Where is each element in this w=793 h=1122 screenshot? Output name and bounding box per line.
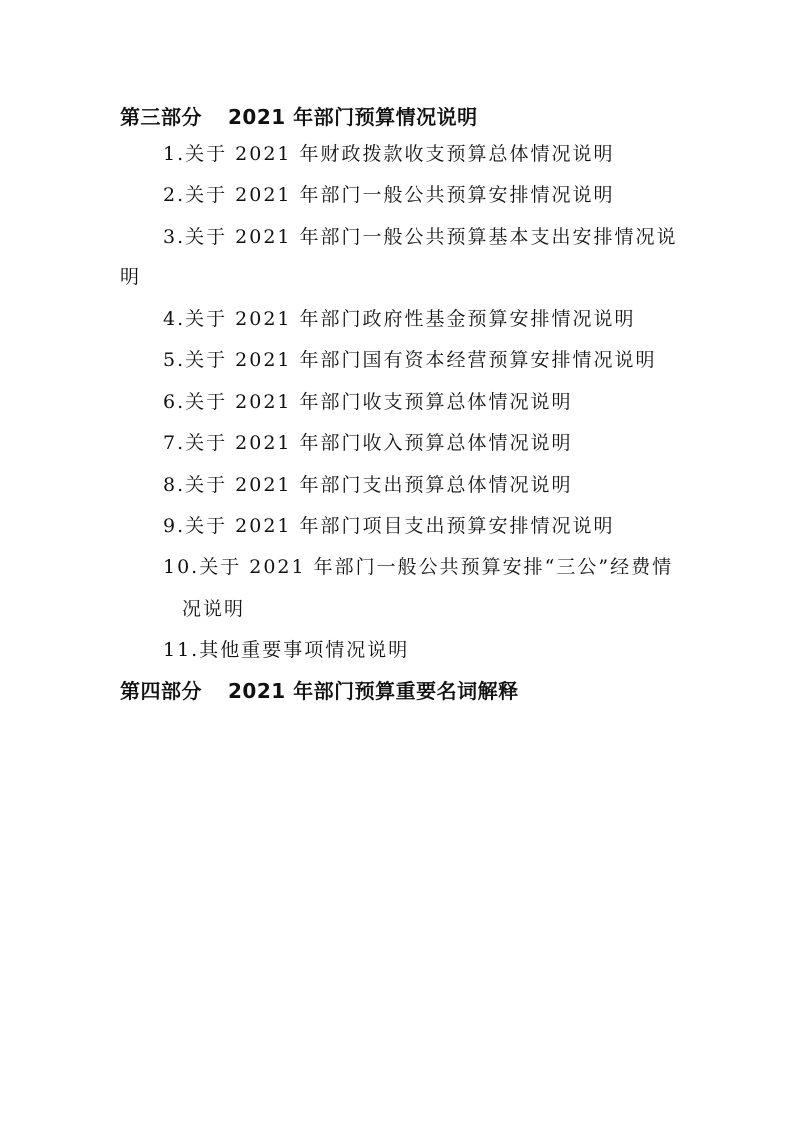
toc-item-5: 5.关于 2021 年部门国有资本经营预算安排情况说明: [163, 349, 657, 371]
toc-item-7: 7.关于 2021 年部门收入预算总体情况说明: [163, 432, 573, 454]
toc-item-3-continuation: 明: [120, 266, 142, 288]
toc-item-10: 10.关于 2021 年部门一般公共预算安排“三公”经费情: [163, 556, 674, 578]
toc-item-10-continuation: 况说明: [182, 598, 246, 620]
toc-item-4: 4.关于 2021 年部门政府性基金预算安排情况说明: [163, 308, 636, 330]
section-label: 第四部分: [120, 679, 202, 703]
toc-item-2: 2.关于 2021 年部门一般公共预算安排情况说明: [163, 184, 615, 206]
section-title: 2021 年部门预算情况说明: [228, 105, 478, 129]
toc-item-9: 9.关于 2021 年部门项目支出预算安排情况说明: [163, 515, 615, 537]
section-title: 2021 年部门预算重要名词解释: [228, 679, 519, 703]
section-heading-part3: [120, 104, 478, 130]
toc-item-8: 8.关于 2021 年部门支出预算总体情况说明: [163, 474, 573, 496]
toc-item-6: 6.关于 2021 年部门收支预算总体情况说明: [163, 391, 573, 413]
toc-item-1: 1.关于 2021 年财政拨款收支预算总体情况说明: [163, 143, 615, 165]
section-heading-part4: [120, 678, 519, 704]
section-label: 第三部分: [120, 105, 202, 129]
toc-item-3: 3.关于 2021 年部门一般公共预算基本支出安排情况说: [163, 226, 678, 248]
toc-item-11: 11.其他重要事项情况说明: [163, 639, 410, 661]
